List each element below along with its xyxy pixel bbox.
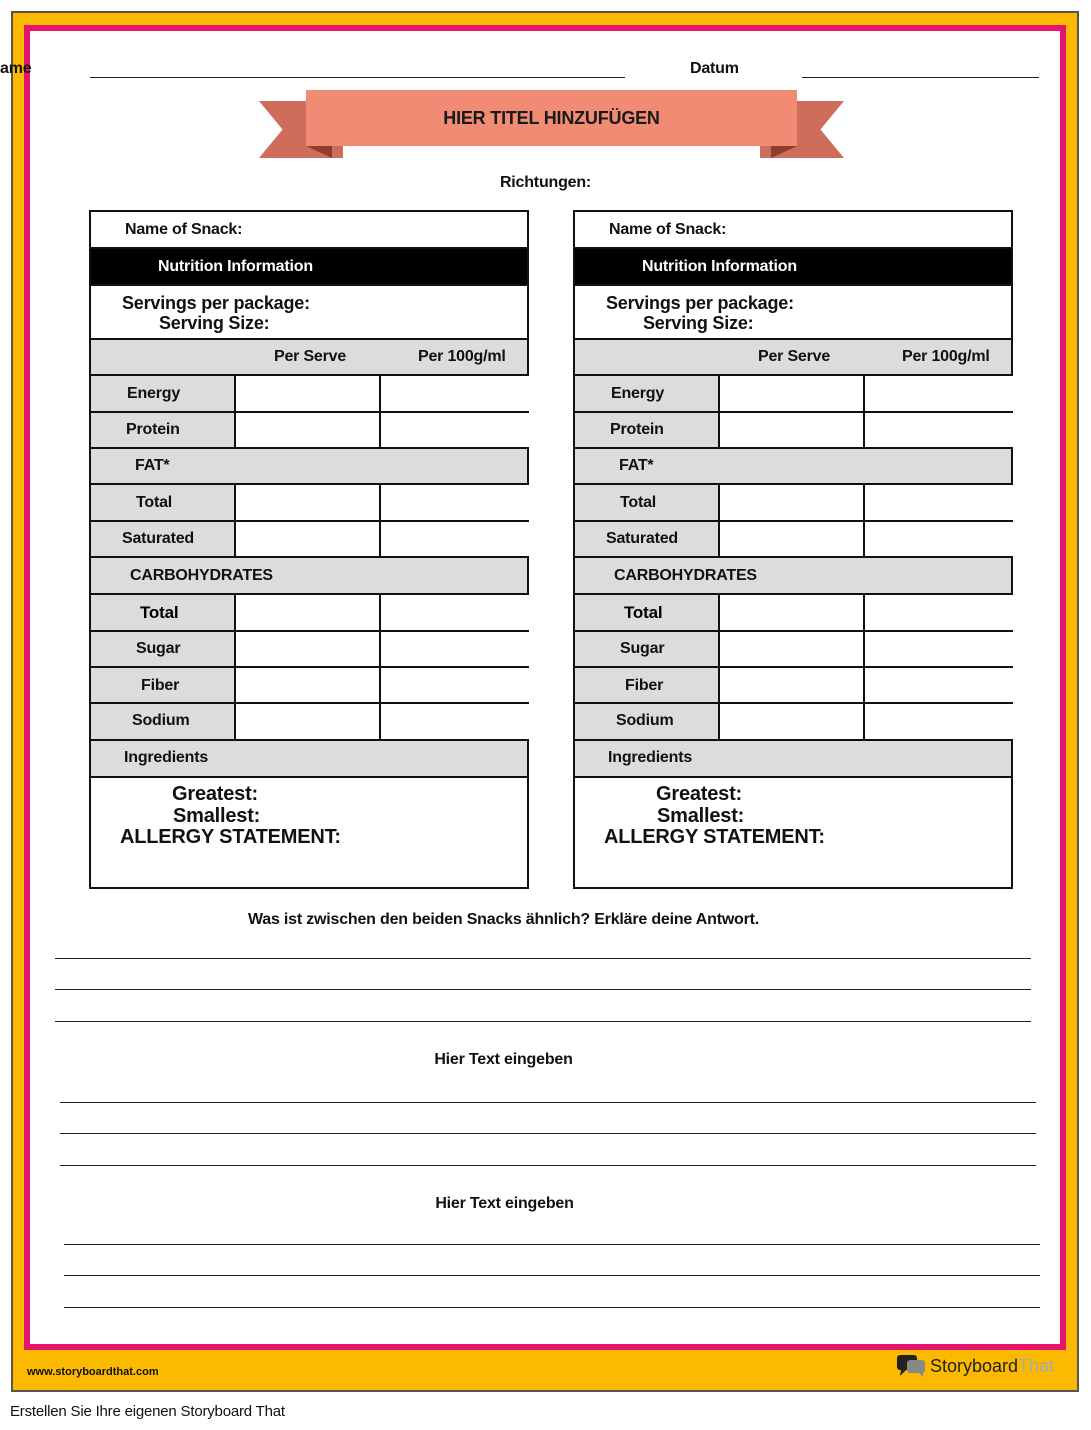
date-line[interactable] [802, 77, 1039, 78]
per-serve-cell[interactable] [718, 413, 863, 447]
per-serve-cell[interactable] [234, 704, 379, 739]
table-row [91, 376, 527, 413]
col-per-serve: Per Serve [274, 348, 347, 365]
snack-name-label: Name of Snack: [125, 221, 243, 238]
row-label: Total [136, 494, 173, 511]
table-row [575, 595, 1011, 632]
table-row [575, 704, 1011, 741]
writing-line[interactable] [55, 1021, 1031, 1022]
speech-bubble-icon [896, 1354, 926, 1378]
nutrition-header-row [575, 249, 1011, 286]
per-100-cell[interactable] [863, 595, 1013, 630]
storyboardthat-logo[interactable] [896, 1354, 1054, 1378]
serving-size-label: Serving Size: [159, 313, 270, 333]
table-row [575, 413, 1011, 449]
per-100-cell[interactable] [379, 413, 529, 447]
question-text: Was ist zwischen den beiden Snacks ähnlich? Erkläre deine Antwort. [247, 911, 760, 928]
per-100-cell[interactable] [379, 485, 529, 520]
name-label: ame [0, 60, 32, 77]
per-100-cell[interactable] [863, 522, 1013, 556]
row-label: Sugar [620, 640, 665, 657]
column-header-row [91, 340, 527, 376]
date-label: Datum [690, 60, 739, 77]
nutrition-panel-left [89, 210, 529, 889]
per-serve-cell[interactable] [718, 668, 863, 702]
allergy-label: ALLERGY STATEMENT: [604, 826, 825, 848]
row-label: Energy [611, 385, 665, 402]
footer-url[interactable]: www.storyboardthat.com [27, 1366, 159, 1378]
smallest-label: Smallest: [173, 805, 261, 827]
per-serve-cell[interactable] [234, 632, 379, 666]
per-100-cell[interactable] [863, 413, 1013, 447]
greatest-label: Greatest: [656, 783, 743, 805]
section-row [575, 449, 1011, 485]
per-100-cell[interactable] [379, 704, 529, 739]
col-per-100: Per 100g/ml [902, 348, 990, 365]
per-serve-cell[interactable] [718, 485, 863, 520]
per-serve-cell[interactable] [718, 632, 863, 666]
nutrition-header-label: Nutrition Information [642, 258, 797, 275]
ingredients-label: Ingredients [608, 749, 693, 766]
prompt-text-2[interactable]: Hier Text eingeben [435, 1195, 574, 1212]
writing-line[interactable] [55, 989, 1031, 990]
row-label: Energy [127, 385, 181, 402]
allergy-label: ALLERGY STATEMENT: [120, 826, 341, 848]
nutrition-panel-right [573, 210, 1013, 889]
section-row [91, 449, 527, 485]
row-label: Total [140, 603, 179, 622]
snack-name-row[interactable] [91, 212, 527, 249]
per-100-cell[interactable] [863, 668, 1013, 702]
ingredients-label: Ingredients [124, 749, 209, 766]
per-serve-cell[interactable] [234, 376, 379, 411]
section-label: CARBOHYDRATES [130, 567, 273, 584]
ingredients-row [575, 741, 1011, 778]
row-label: Protein [126, 421, 180, 438]
per-serve-cell[interactable] [234, 485, 379, 520]
servings-per-package-label: Servings per package: [606, 293, 794, 313]
per-100-cell[interactable] [379, 595, 529, 630]
col-per-serve: Per Serve [758, 348, 831, 365]
section-label: CARBOHYDRATES [614, 567, 757, 584]
summary-box[interactable] [91, 778, 527, 887]
table-row [575, 485, 1011, 522]
smallest-label: Smallest: [657, 805, 745, 827]
section-row [91, 558, 527, 595]
per-serve-cell[interactable] [234, 413, 379, 447]
table-row [91, 632, 527, 668]
servings-row[interactable] [91, 286, 527, 340]
row-label: Sodium [132, 712, 190, 729]
servings-per-package-label: Servings per package: [122, 293, 310, 313]
prompt-text-1[interactable]: Hier Text eingeben [434, 1051, 573, 1068]
per-serve-cell[interactable] [718, 704, 863, 739]
table-row [91, 522, 527, 558]
row-label: Fiber [141, 677, 180, 694]
nutrition-header-row [91, 249, 527, 286]
table-row [575, 632, 1011, 668]
directions-label: Richtungen: [499, 174, 592, 191]
per-100-cell[interactable] [863, 632, 1013, 666]
per-100-cell[interactable] [379, 668, 529, 702]
writing-line[interactable] [64, 1307, 1040, 1308]
col-per-100: Per 100g/ml [418, 348, 506, 365]
writing-line[interactable] [64, 1244, 1040, 1245]
greatest-label: Greatest: [172, 783, 259, 805]
per-serve-cell[interactable] [234, 522, 379, 556]
row-label: Saturated [122, 530, 194, 547]
table-row [575, 376, 1011, 413]
name-line[interactable] [90, 77, 625, 78]
writing-line[interactable] [60, 1102, 1036, 1103]
per-serve-cell[interactable] [718, 522, 863, 556]
column-header-row [575, 340, 1011, 376]
per-100-cell[interactable] [863, 704, 1013, 739]
table-row [91, 413, 527, 449]
per-100-cell[interactable] [379, 522, 529, 556]
writing-line[interactable] [60, 1165, 1036, 1166]
nutrition-header-label: Nutrition Information [158, 258, 313, 275]
table-row [575, 522, 1011, 558]
per-100-cell[interactable] [379, 376, 529, 411]
serving-size-label: Serving Size: [643, 313, 754, 333]
row-label: Total [620, 494, 657, 511]
per-100-cell[interactable] [863, 376, 1013, 411]
table-row [91, 485, 527, 522]
per-serve-cell[interactable] [234, 595, 379, 630]
per-serve-cell[interactable] [718, 595, 863, 630]
logo-text-b: That [1018, 1355, 1055, 1376]
ingredients-row [91, 741, 527, 778]
table-row [91, 704, 527, 741]
per-serve-cell[interactable] [234, 668, 379, 702]
row-label: Total [624, 603, 663, 622]
section-row [575, 558, 1011, 595]
caption[interactable]: Erstellen Sie Ihre eigenen Storyboard That [10, 1403, 285, 1420]
table-row [91, 668, 527, 704]
writing-line[interactable] [55, 958, 1031, 959]
table-row [575, 668, 1011, 704]
per-100-cell[interactable] [863, 485, 1013, 520]
per-serve-cell[interactable] [718, 376, 863, 411]
section-label: FAT* [135, 457, 170, 474]
summary-box[interactable] [575, 778, 1011, 887]
row-label: Sodium [616, 712, 674, 729]
row-label: Saturated [606, 530, 678, 547]
row-label: Protein [610, 421, 664, 438]
snack-name-row[interactable] [575, 212, 1011, 249]
section-label: FAT* [619, 457, 654, 474]
logo-text-a: Storyboard [930, 1355, 1019, 1376]
writing-line[interactable] [64, 1275, 1040, 1276]
row-label: Fiber [625, 677, 664, 694]
page-title[interactable]: HIER TITEL HINZUFÜGEN [306, 90, 797, 146]
table-row [91, 595, 527, 632]
row-label: Sugar [136, 640, 181, 657]
per-100-cell[interactable] [379, 632, 529, 666]
servings-row[interactable] [575, 286, 1011, 340]
writing-line[interactable] [60, 1133, 1036, 1134]
snack-name-label: Name of Snack: [609, 221, 727, 238]
